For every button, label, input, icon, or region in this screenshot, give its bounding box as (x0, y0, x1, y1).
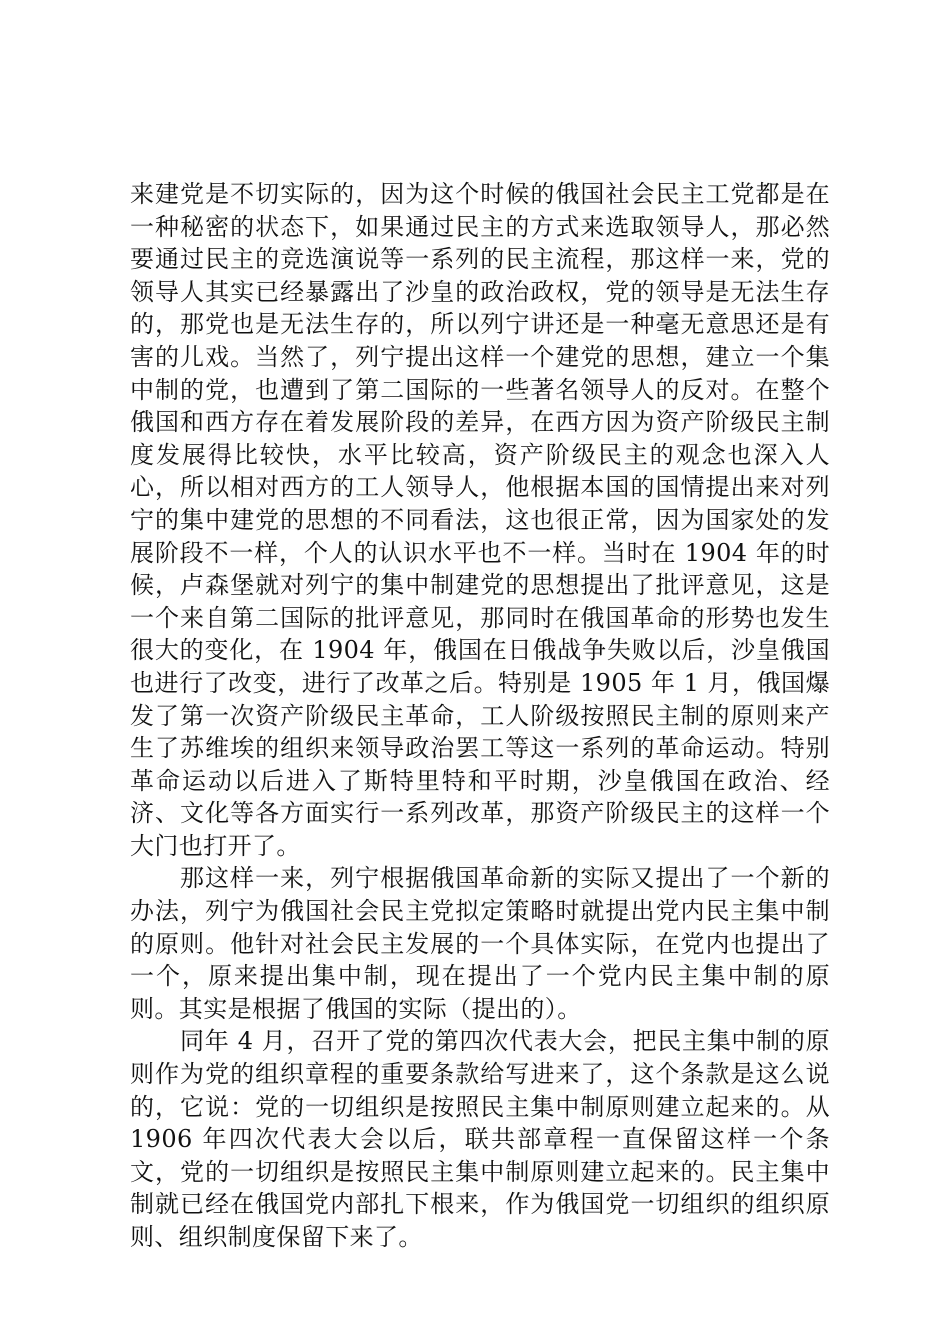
paragraph-3: 同年 4 月，召开了党的第四次代表大会，把民主集中制的原则作为党的组织章程的重要条款给写进来了，这个条款是这么说的，它说：党的一切组织是按照民主集中制原则建立起来的。从 1906 年四次代表大会以后，联共部章程一直保留这样一个条文，党的一切组织是按照民主集中制原则建立起来的。民主集中制就已经在俄国党内部扎下根来，作为俄国党一切组织的组织原则、组织制度保留下来了。 (130, 1027, 830, 1251)
paragraph-1: 来建党是不切实际的，因为这个时候的俄国社会民主工党都是在一种秘密的状态下，如果通过民主的方式来选取领导人，那必然要通过民主的竞选演说等一系列的民主流程，那这样一来，党的领导人其实已经暴露出了沙皇的政治政权，党的领导是无法生存的，那党也是无法生存的，所以列宁讲还是一种毫无意思还是有害的儿戏。当然了，列宁提出这样一个建党的思想，建立一个集中制的党，也遭到了第二国际的一些著名领导人的反对。在整个俄国和西方存在着发展阶段的差异，在西方因为资产阶级民主制度发展得比较快，水平比较高，资产阶级民主的观念也深入人心，所以相对西方的工人领导人，他根据本国的国情提出来对列宁的集中建党的思想的不同看法，这也很正常，因为国家处的发展阶段不一样，个人的认识水平也不一样。当时在 1904 年的时候，卢森堡就对列宁的集中制建党的思想提出了批评意见，这是一个来自第二国际的批评意见，那同时在俄国革命的形势也发生很大的变化，在 1904 年，俄国在日俄战争失败以后，沙皇俄国也进行了改变，进行了改革之后。特别是 1905 年 1 月，俄国爆发了第一次资产阶级民主革命，工人阶级按照民主制的原则来产生了苏维埃的组织来领导政治罢工等这一系列的革命运动。特别革命运动以后进入了斯特里特和平时期，沙皇俄国在政治、经济、文化等各方面实行一系列改革，那资产阶级民主的这样一个大门也打开了。 (130, 180, 830, 860)
paragraph-2: 那这样一来，列宁根据俄国革命新的实际又提出了一个新的办法，列宁为俄国社会民主党拟定策略时就提出党内民主集中制的原则。他针对社会民主发展的一个具体实际，在党内也提出了一个，原来提出集中制，现在提出了一个党内民主集中制的原则。其实是根据了俄国的实际（提出的）。 (130, 864, 830, 1023)
document-body (130, 178, 830, 1254)
